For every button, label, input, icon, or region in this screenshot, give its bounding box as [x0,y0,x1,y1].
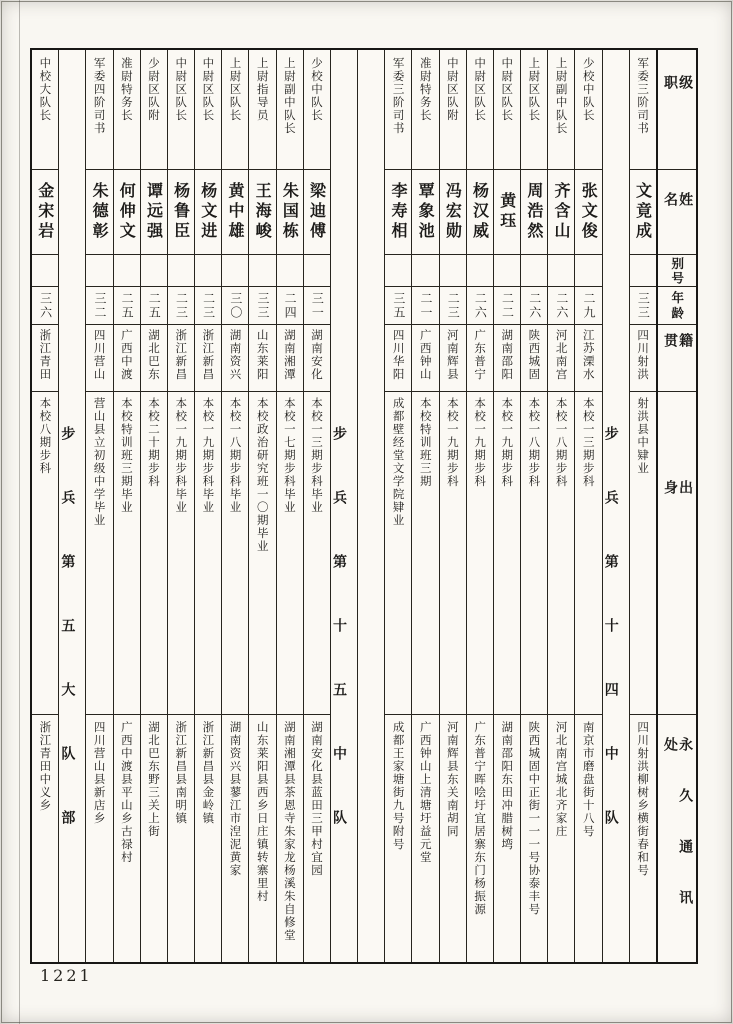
native-cell [168,325,194,392]
address-cell [114,715,140,962]
origin-cell [277,392,303,715]
native-cell [222,325,248,392]
name-cell [277,170,303,255]
age-value: 三三 [636,291,651,320]
age-cell [304,287,330,325]
alias-cell [141,255,167,287]
origin-value: 成都壁经堂文学院肄业 [391,397,406,527]
native-cell [412,325,438,392]
rank-value: 上尉副中队长 [554,57,569,135]
origin-value: 本校一九期步科 [500,397,515,488]
name-value: 李寿相 [389,182,408,242]
rank-cell [548,50,574,170]
person-column [113,50,140,962]
name-cell [304,170,330,255]
rank-cell [277,50,303,170]
origin-value: 本校一九期步科毕业 [174,397,189,514]
origin-value: 本校一八期步科 [554,397,569,488]
name-value: 梁迪傅 [307,182,327,242]
person-column [221,50,248,962]
origin-cell [548,392,574,715]
name-cell [385,170,411,255]
origin-cell [86,392,112,715]
person-column [32,50,58,962]
rank-cell [86,50,112,170]
origin-cell [440,392,466,715]
native-value: 湖南安化 [310,329,325,381]
rank-value: 军委四阶司书 [92,57,107,135]
alias-cell [86,255,112,287]
origin-cell [114,392,140,715]
native-cell [548,325,574,392]
name-value: 黄中雄 [225,182,245,242]
person-column [384,50,411,962]
person-column [85,50,112,962]
address-value: 湖南湘潭县茶恩寺朱家龙杨溪朱自修堂 [282,721,297,942]
native-value: 浙江新昌 [201,329,216,381]
age-value: 三三 [255,291,270,320]
age-value: 二二 [500,291,515,320]
person-column [547,50,574,962]
age-cell [440,287,466,325]
age-value: 三〇 [228,291,243,320]
name-cell [32,170,58,255]
rank-cell [575,50,601,170]
person-column [411,50,438,962]
native-value: 浙江新昌 [174,329,189,381]
name-value: 周浩然 [524,182,544,242]
address-value: 广西中渡县平山乡古禄村 [119,721,134,864]
native-value: 四川营山 [92,329,107,381]
address-cell [521,715,547,962]
alias-cell [222,255,248,287]
native-cell [114,325,140,392]
header-native [658,325,696,392]
age-cell [277,287,303,325]
header-name [658,170,696,255]
address-cell [249,715,275,962]
native-cell [630,325,656,392]
rank-cell [467,50,493,170]
header-address [658,715,696,962]
age-value: 二三 [174,291,189,320]
rank-cell [440,50,466,170]
native-value: 陕西城固 [527,329,542,381]
age-cell [467,287,493,325]
rank-value: 准尉特务长 [418,57,433,122]
name-value: 黄珏 [497,192,517,232]
origin-value: 本校八期步科 [38,397,53,475]
alias-cell [385,255,411,287]
person-column [276,50,303,962]
address-cell [440,715,466,962]
rank-value: 中校大队长 [38,57,53,122]
name-value: 王海峻 [253,182,273,242]
header-rank-label: 级职 [662,75,694,129]
rank-value: 上尉区队长 [228,57,243,122]
age-value: 二三 [446,291,461,320]
origin-cell [141,392,167,715]
address-cell [630,715,656,962]
origin-cell [412,392,438,715]
person-column [629,50,656,962]
rank-value: 中尉区队长 [500,57,515,122]
age-cell [521,287,547,325]
name-cell [494,170,520,255]
origin-value: 本校一八期步科毕业 [228,397,243,514]
age-value: 三一 [310,291,325,320]
origin-value: 本校特训班三期 [418,397,433,488]
age-value: 二九 [582,291,597,320]
native-value: 四川华阳 [391,329,406,381]
age-cell [385,287,411,325]
rank-value: 军委三阶司书 [636,57,651,135]
native-cell [440,325,466,392]
origin-cell [494,392,520,715]
age-cell [168,287,194,325]
person-column [466,50,493,962]
origin-value: 本校一九期步科 [445,397,460,488]
header-origin [658,392,696,715]
origin-cell [304,392,330,715]
person-column [303,50,330,962]
address-cell [32,715,58,962]
rank-value: 少校中队长 [581,57,596,122]
age-cell [114,287,140,325]
rank-value: 少尉区队附 [147,57,162,122]
address-value: 南京市磨盘街十八号 [581,721,596,838]
scan-edge-line [19,0,20,1024]
address-cell [548,715,574,962]
address-cell [304,715,330,962]
rank-cell [304,50,330,170]
address-value: 广东普宁晖哙圩宜居寨东门杨振源 [473,721,488,916]
origin-value: 营山县立初级中学毕业 [92,397,107,527]
native-cell [195,325,221,392]
address-value: 湖南安化县蓝田三甲村宜园 [310,721,325,877]
name-cell [521,170,547,255]
address-cell [575,715,601,962]
alias-cell [440,255,466,287]
alias-cell [467,255,493,287]
native-value: 浙江青田 [38,329,53,381]
address-cell [385,715,411,962]
person-column [439,50,466,962]
age-cell [575,287,601,325]
person-column [520,50,547,962]
age-cell [412,287,438,325]
rank-value: 中尉区队附 [445,57,460,122]
native-cell [385,325,411,392]
name-cell [86,170,112,255]
address-cell [141,715,167,962]
native-cell [304,325,330,392]
name-value: 文竟成 [633,182,653,242]
spacer-column [357,50,384,962]
native-cell [141,325,167,392]
header-age-label: 年龄 [669,291,685,322]
origin-cell [385,392,411,715]
age-value: 二六 [527,291,542,320]
age-cell [249,287,275,325]
native-value: 广东普宁 [473,329,488,381]
native-cell [277,325,303,392]
rank-cell [114,50,140,170]
address-cell [412,715,438,962]
rank-value: 中尉区队长 [473,57,488,122]
origin-value: 本校一七期步科毕业 [282,397,297,514]
rank-cell [168,50,194,170]
alias-cell [575,255,601,287]
name-cell [195,170,221,255]
origin-value: 本校政治研究班一〇期毕业 [255,397,270,553]
origin-cell [575,392,601,715]
age-cell [32,287,58,325]
person-column [248,50,275,962]
address-value: 陕西城固中正街一一一号协泰丰号 [527,721,542,916]
person-column [140,50,167,962]
name-cell [548,170,574,255]
origin-value: 本校一八期步科 [527,397,542,488]
native-value: 湖南资兴 [228,329,243,381]
age-cell [141,287,167,325]
origin-cell [521,392,547,715]
person-column [493,50,520,962]
address-value: 四川射洪柳树乡横街春和号 [636,721,651,877]
address-value: 四川营山县新店乡 [92,721,107,825]
origin-value: 本校一九期步科毕业 [201,397,216,514]
address-value: 成都王家塘街九号附号 [391,721,406,851]
name-value: 朱国栋 [280,182,300,242]
native-cell [494,325,520,392]
native-value: 湖北巴东 [147,329,162,381]
header-name-label: 姓名 [662,192,694,229]
alias-cell [304,255,330,287]
native-value: 山东莱阳 [255,329,270,381]
name-value: 齐含山 [552,182,572,242]
table-header-column [656,50,696,962]
rank-value: 准尉特务长 [119,57,134,122]
name-cell [222,170,248,255]
native-cell [86,325,112,392]
address-cell [277,715,303,962]
group-label: 步兵第十四中队 [602,426,619,874]
address-value: 湖北巴东野三关上街 [147,721,162,838]
age-value: 二六 [473,291,488,320]
age-value: 二六 [554,291,569,320]
name-value: 何伸文 [117,182,137,242]
name-value: 杨汉威 [470,182,490,242]
native-value: 江苏溧水 [581,329,596,381]
address-value: 浙江新昌县金岭镇 [201,721,216,825]
name-cell [168,170,194,255]
header-age [658,287,696,325]
name-cell [630,170,656,255]
name-value: 杨文进 [198,182,218,242]
origin-cell [249,392,275,715]
name-cell [575,170,601,255]
header-address-label: 永久通讯处 [662,737,694,941]
rank-cell [521,50,547,170]
alias-cell [548,255,574,287]
group-header-column [330,50,357,962]
origin-value: 本校特训班三期毕业 [119,397,134,514]
rank-value: 中尉区队长 [174,57,189,122]
name-value: 谭远强 [144,182,164,242]
alias-cell [412,255,438,287]
name-cell [440,170,466,255]
name-cell [114,170,140,255]
address-cell [494,715,520,962]
address-cell [86,715,112,962]
rank-cell [249,50,275,170]
header-origin-label: 出身 [662,480,694,604]
address-value: 浙江新昌县南明镇 [174,721,189,825]
native-value: 四川射洪 [636,329,651,381]
origin-value: 本校一三期步科 [581,397,596,488]
page-number: 1221 [40,966,93,985]
native-cell [32,325,58,392]
native-cell [249,325,275,392]
rank-value: 中尉区队长 [201,57,216,122]
origin-cell [195,392,221,715]
origin-value: 本校一九期步科 [473,397,488,488]
name-value: 杨鲁臣 [171,182,191,242]
age-cell [222,287,248,325]
rank-cell [195,50,221,170]
origin-cell [222,392,248,715]
alias-cell [494,255,520,287]
origin-value: 射洪县中肄业 [636,397,651,475]
address-value: 河南辉县东关南胡同 [445,721,460,838]
alias-cell [249,255,275,287]
alias-cell [195,255,221,287]
header-alias [658,255,696,287]
address-cell [168,715,194,962]
person-column [167,50,194,962]
name-cell [141,170,167,255]
address-value: 广西钟山上清塘圩益元堂 [418,721,433,864]
age-cell [195,287,221,325]
rank-value: 上尉指导员 [255,57,270,122]
name-value: 张文俊 [579,182,599,242]
rank-value: 少校中队长 [310,57,325,122]
age-cell [86,287,112,325]
origin-cell [467,392,493,715]
person-column [574,50,601,962]
address-value: 山东莱阳县西乡日庄镇转寨里村 [255,721,270,903]
age-value: 三五 [391,291,406,320]
alias-cell [630,255,656,287]
native-value: 广西钟山 [418,329,433,381]
origin-value: 本校一三期步科毕业 [310,397,325,514]
origin-cell [32,392,58,715]
name-value: 朱德彰 [90,182,110,242]
origin-cell [630,392,656,715]
age-value: 二五 [147,291,162,320]
rank-cell [32,50,58,170]
rank-cell [412,50,438,170]
native-value: 湖南湘潭 [282,329,297,381]
rank-value: 军委三阶司书 [391,57,406,135]
header-rank [658,50,696,170]
address-cell [222,715,248,962]
age-value: 二四 [283,291,298,320]
native-cell [521,325,547,392]
rank-cell [141,50,167,170]
rank-value: 上尉副中队长 [282,57,297,135]
rank-cell [385,50,411,170]
group-label: 步兵第十五中队 [331,426,348,874]
header-native-label: 籍贯 [662,333,694,365]
origin-cell [168,392,194,715]
name-value: 覃象池 [416,182,436,242]
address-cell [467,715,493,962]
rank-cell [222,50,248,170]
address-value: 湖南邵阳东田冲腊树塆 [500,721,515,851]
age-value: 二五 [120,291,135,320]
age-cell [630,287,656,325]
age-value: 三二 [92,291,107,320]
person-column [194,50,221,962]
native-cell [467,325,493,392]
address-value: 浙江青田中义乡 [38,721,53,812]
group-label: 步兵第五大队部 [59,426,76,874]
alias-cell [521,255,547,287]
origin-value: 本校二十期步科 [147,397,162,488]
name-cell [412,170,438,255]
age-value: 三六 [38,291,53,320]
address-value: 湖南资兴县蓼江市湼泥黄家 [228,721,243,877]
age-cell [494,287,520,325]
native-cell [575,325,601,392]
name-value: 金宋岩 [35,182,55,242]
group-header-column [58,50,85,962]
native-value: 湖南邵阳 [500,329,515,381]
header-alias-label: 别号 [669,257,685,286]
name-value: 冯宏勋 [443,182,463,242]
address-value: 河北南宫城北齐家庄 [554,721,569,838]
age-cell [548,287,574,325]
rank-value: 上尉区队长 [527,57,542,122]
age-value: 二三 [201,291,216,320]
age-value: 二一 [419,291,434,320]
personnel-register-table [30,48,698,964]
native-value: 河北南宫 [554,329,569,381]
group-header-column [602,50,629,962]
alias-cell [114,255,140,287]
alias-cell [32,255,58,287]
address-cell [195,715,221,962]
alias-cell [168,255,194,287]
rank-cell [494,50,520,170]
alias-cell [277,255,303,287]
name-cell [467,170,493,255]
native-value: 广西中渡 [119,329,134,381]
rank-cell [630,50,656,170]
native-value: 河南辉县 [445,329,460,381]
name-cell [249,170,275,255]
